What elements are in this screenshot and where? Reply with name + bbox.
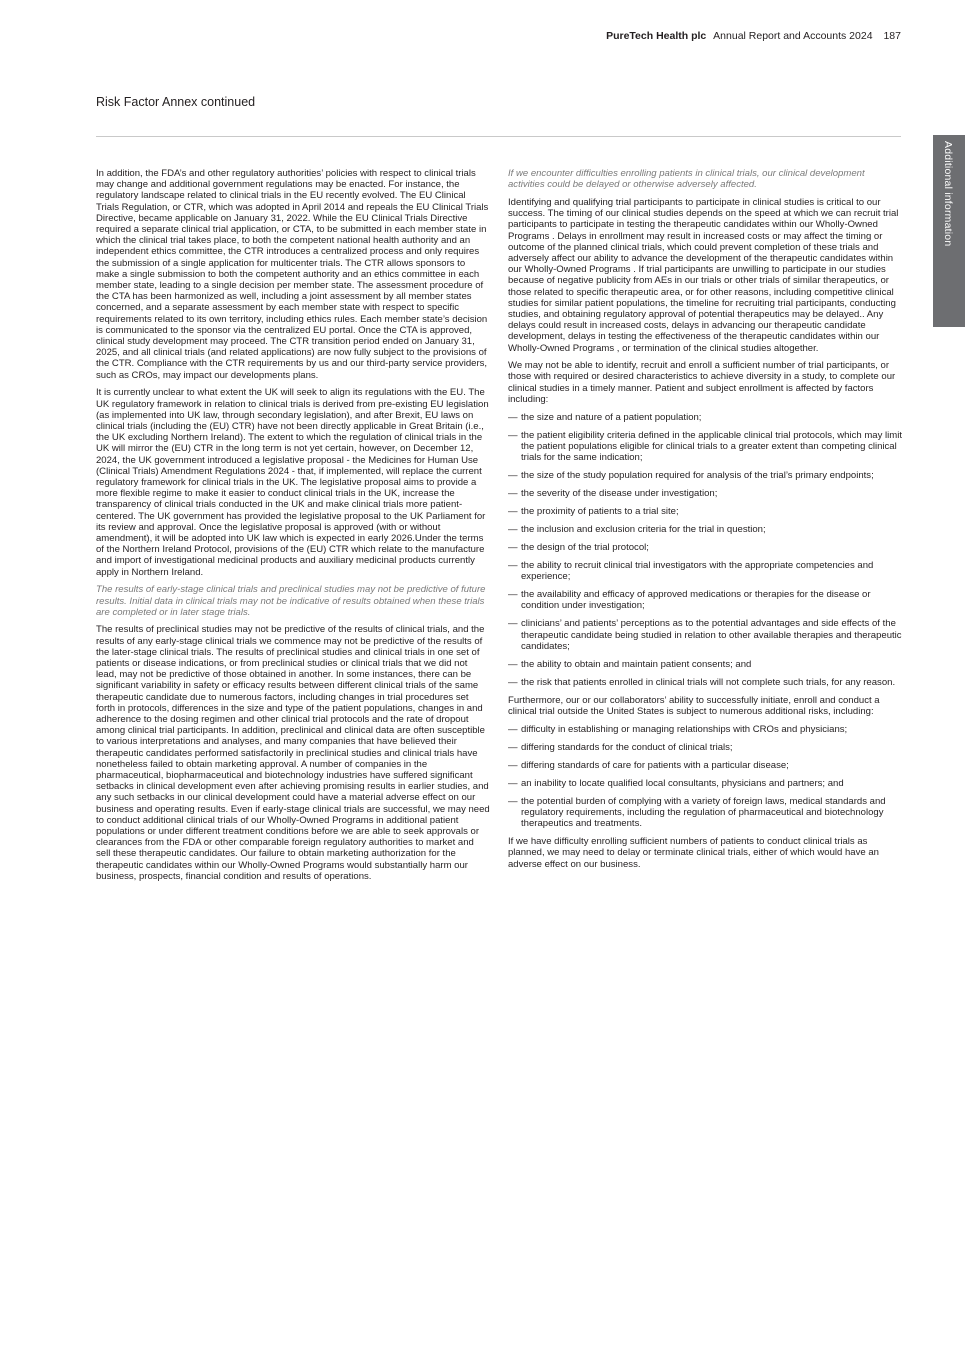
paragraph: Identifying and qualifying trial participants to participate in clinical studies is critical to our success. The timing of our clinical studies depends on the speed at which we can recruit trial participants to participate in testing the therapeutic candidates within our Wholly-Owned Programs . Delays in enrollment may result in increased costs or may affect the timing or outcome of the planned clinical trials, which could prevent completion of these trials and adversely affect our ability to advance the development of the therapeutic candidates within our Wholly-Owned Programs . If trial participants are unwilling to participate in our studies because of negative publicity from AEs in our trials or other trials of similar therapeutics, or those related to specific therapeutic area, or for other reasons, including competitive clinical studies for similar patient populations, the timeline for recruiting trial participants, conducting studies, and obtaining regulatory approval of potential therapeutics may be delayed.. Any delays could result in increased costs, delays in advancing our therapeutic candidate development, delays in testing the effectiveness of the therapeutic candidates within our Wholly-Owned Programs , or termination of the clinical studies altogether. bbox=[508, 196, 899, 354]
list-item: — the potential burden of complying with a variety of foreign laws, medical standards and regulatory requirements, including the regulation of pharmaceutical and biotechnology therapeutics and treatments. bbox=[508, 796, 902, 830]
list-item: — the ability to obtain and maintain patient consents; and bbox=[508, 659, 902, 670]
list-item: — difficulty in establishing or managing relationships with CROs and physicians; bbox=[508, 724, 902, 735]
paragraph: If we have difficulty enrolling sufficient numbers of patients to conduct clinical trials as planned, we may need to delay or terminate clinical trials, either of which would have an adverse effect on our business. bbox=[508, 836, 879, 870]
list-item: — the ability to recruit clinical trial investigators with the appropriate competencies and experience; bbox=[508, 560, 902, 582]
paragraph: The results of preclinical studies may not be predictive of the results of clinical trials, and the results of any early-stage clinical trials we commence may not be predictive of the results of the later-stage clinical trials. The results of preclinical studies and clinical trials in one set of patients or disease indications, or from preclinical studies or clinical trials that we did not lead, may not be predictive of those obtained in another. In some instances, there can be significant variability in safety or efficacy results between different clinical trials of the same therapeutic candidate due to numerous factors, including changes in trial procedures set forth in protocols, differences in the size and type of the patient populations, changes in and adherence to the dosing regimen and other clinical trial protocols and the rate of dropout among clinical trial participants. In addition, preclinical and clinical data are often susceptible to various interpretations and analyses, and many companies that have believed their therapeutic candidates performed satisfactorily in preclinical studies and clinical trials have nonetheless failed to obtain marketing approval. A number of companies in the pharmaceutical, biopharmaceutical and biotechnology industries have suffered significant setbacks in clinical development even after achieving promising results in earlier studies, and any such setbacks in our clinical development could have a material adverse effect on our business and operating results. Even if early-stage clinical trials are successful, we may need to conduct additional clinical trials of our Wholly-Owned Programs in additional patient populations or under different treatment conditions before we are able to seek approvals or clearances from the FDA or other comparable foreign regulatory authorities to market and sell these therapeutic candidates. Our failure to obtain marketing authorization for the therapeutic candidates within our Wholly-Owned Programs would substantially harm our business, prospects, financial condition and results of operations. bbox=[96, 624, 490, 882]
list-item: — the risk that patients enrolled in clinical trials will not complete such trials, for any reason. bbox=[508, 677, 902, 688]
section-title: Risk Factor Annex continued bbox=[96, 95, 256, 109]
side-tab bbox=[933, 135, 965, 327]
list-item: — differing standards of care for patients with a particular disease; bbox=[508, 760, 902, 771]
list-item: — the patient eligibility criteria defined in the applicable clinical trial protocols, which may limit the patient populations eligible for clinical trials to a greater extent than competing clinical trials for the same indication; bbox=[508, 430, 902, 464]
paragraph: We may not be able to identify, recruit and enroll a sufficient number of trial participants, or those with required or desired characteristics to achieve diversity in a study, to complete our clinical studies in a timely manner. Patient and subject enrollment is affected by factors including: bbox=[508, 360, 896, 405]
list-item: — the severity of the disease under investigation; bbox=[508, 488, 902, 499]
report-title: Annual Report and Accounts 2024 bbox=[713, 30, 873, 42]
list-item: — the size of the study population required for analysis of the trial’s primary endpoints; bbox=[508, 470, 902, 481]
subheading: The results of early-stage clinical trials and preclinical studies may not be predictive of future results. Initial data in clinical trials may not be indicative of results obtained when these trials are completed or in later stage trials. bbox=[96, 584, 486, 618]
list-item: — clinicians’ and patients’ perceptions as to the potential advantages and side effects of the therapeutic candidate being studied in relation to other available therapies and therapeutic candidates; bbox=[508, 618, 902, 652]
page-number: 187 bbox=[883, 30, 901, 42]
list-item: — the design of the trial protocol; bbox=[508, 542, 902, 553]
foreign-trial-risks-list bbox=[508, 724, 902, 830]
left-column bbox=[96, 168, 490, 889]
subheading: If we encounter difficulties enrolling patients in clinical trials, our clinical development activities could be delayed or otherwise adversely affected. bbox=[508, 168, 865, 191]
paragraph: It is currently unclear to what extent the UK will seek to align its regulations with the EU. The UK regulatory framework in relation to clinical trials is derived from pre-existing EU legislation (as implemented into UK law, through secondary legislation), and after Brexit, EU laws on clinical trials (including the (EU) CTR) have not been directly applicable in Great Britain (i.e., the UK excluding Northern Ireland). The extent to which the regulation of clinical trials in the UK will mirror the (EU) CTR in the long term is not yet certain, however, on December 12, 2024, the UK government introduced a legislative proposal - the Medicines for Human Use (Clinical Trials) Amendment Regulations 2024 - that, if implemented, will replace the current regulatory framework for clinical trials in the UK. The legislative proposal aims to provide a more flexible regime to make it easier to conduct clinical trials in the UK, increase the transparency of clinical trials conducted in the UK and make clinical trials more patient-centered. The UK government has provided the legislative proposal to the UK Parliament for its review and approval. Once the legislative proposal is approved (with or without amendment), it will be adopted into UK law which is expected in early 2026.Under the terms of the Northern Ireland Protocol, provisions of the (EU) CTR which relate to the manufacture and import of investigational medicinal products and auxiliary medicinal products currently apply in Northern Ireland. bbox=[96, 387, 489, 578]
page-header bbox=[606, 30, 901, 42]
list-item: — the size and nature of a patient population; bbox=[508, 412, 902, 423]
paragraph: Furthermore, our or our collaborators’ ability to successfully initiate, enroll and conduct a clinical trial outside the United States is subject to numerous additional risks, including: bbox=[508, 694, 880, 717]
header-divider bbox=[96, 136, 901, 137]
paragraph: In addition, the FDA’s and other regulatory authorities’ policies with respect to clinical trials may change and additional government regulations may be enacted. For instance, the regulatory landscape related to clinical trials in the EU recently evolved. The EU Clinical Trials Regulation, or CTR, which was adopted in April 2014 and repeals the EU Clinical Trials Directive, became applicable on January 31, 2022. While the EU Clinical Trials Directive required a separate clinical trial application, or CTA, to be submitted in each member state in which the clinical trial takes place, to both the competent national health authority and an independent ethics committee, the CTR introduces a centralized process and only requires the submission of a single application for multicenter trials. The CTR allows sponsors to make a single submission to both the competent authority and an ethics committee in each member state, leading to a single decision per member state. The assessment procedure of the CTA has been harmonized as well, including a joint assessment by all member states concerned, and a separate assessment by each member state with respect to specific requirements related to its own territory, including ethics rules. Each member state’s decision is communicated to the sponsor via the centralized EU portal. Once the CTA is approved, clinical study development may proceed. The CTR transition period ended on January 31, 2025, and all clinical trials (and related applications) are now fully subject to the provisions of the CTR. Compliance with the CTR requirements by us and our third-party service providers, such as CROs, may impact our developments plans. bbox=[96, 168, 489, 381]
list-item: — differing standards for the conduct of clinical trials; bbox=[508, 742, 902, 753]
company-name: PureTech Health plc bbox=[606, 30, 707, 42]
list-item: — an inability to locate qualified local consultants, physicians and partners; and bbox=[508, 778, 902, 789]
list-item: — the availability and efficacy of approved medications or therapies for the disease or condition under investigation; bbox=[508, 589, 902, 611]
list-item: — the proximity of patients to a trial site; bbox=[508, 506, 902, 517]
right-column bbox=[508, 168, 902, 876]
side-tab-label: Additional information bbox=[942, 141, 954, 247]
list-item: — the inclusion and exclusion criteria for the trial in question; bbox=[508, 524, 902, 535]
enrollment-factors-list bbox=[508, 412, 902, 688]
